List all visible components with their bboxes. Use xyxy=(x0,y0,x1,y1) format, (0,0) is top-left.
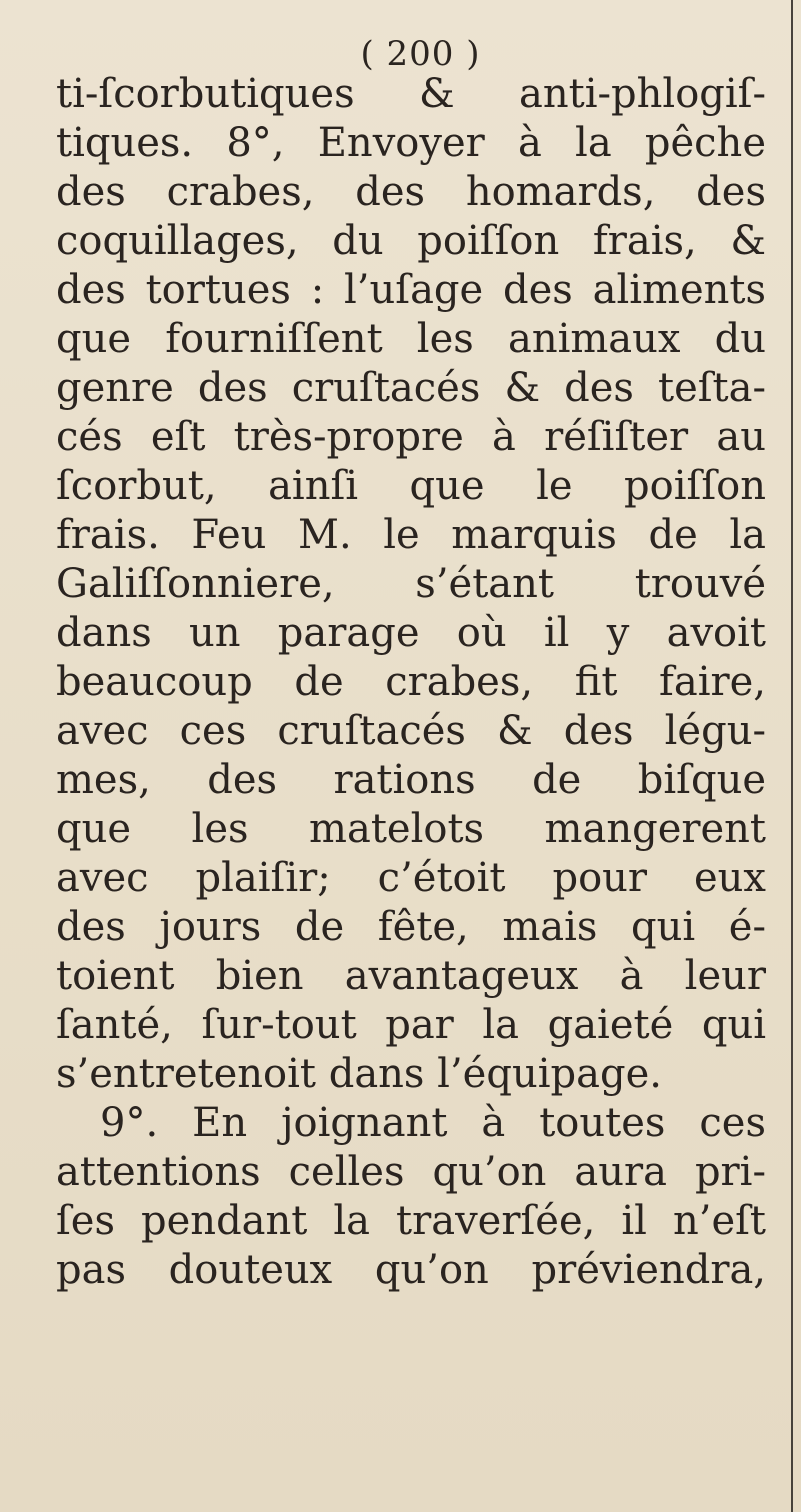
page-number: ( 200 ) xyxy=(360,34,481,74)
text-line: frais. Feu M. le marquis de la xyxy=(56,512,766,558)
text-line: Galiſſonniere, s’étant trouvé xyxy=(56,561,766,607)
text-line: toient bien avantageux à leur xyxy=(56,953,766,999)
body-text xyxy=(56,70,766,1295)
page-edge-divider xyxy=(791,0,793,1512)
text-line: mes, des rations de biſque xyxy=(56,757,766,803)
text-line: pas douteux qu’on préviendra, xyxy=(56,1247,766,1293)
text-line: attentions celles qu’on aura pri- xyxy=(56,1149,766,1195)
text-line: que les matelots mangerent xyxy=(56,806,766,852)
text-line: des jours de fête, mais qui é- xyxy=(56,904,766,950)
text-line: tiques. 8°, Envoyer à la pêche xyxy=(56,120,766,166)
text-line: coquillages, du poiſſon frais, & xyxy=(56,218,766,264)
text-line: ſes pendant la traverſée, il n’eſt xyxy=(56,1198,766,1244)
text-line: avec plaiſir; c’étoit pour eux xyxy=(56,855,766,901)
text-line: des tortues : l’uſage des aliments xyxy=(56,267,766,313)
text-line: ſanté, ſur-tout par la gaieté qui xyxy=(56,1002,766,1048)
text-line: ti-ſcorbutiques & anti-phlogiſ- xyxy=(56,71,766,117)
text-line: ſcorbut, ainſi que le poiſſon xyxy=(56,463,766,509)
text-line: dans un parage où il y avoit xyxy=(56,610,766,656)
paragraph-end-line: s’entretenoit dans l’équipage. xyxy=(56,1051,662,1097)
text-line: beaucoup de crabes, fit faire, xyxy=(56,659,766,705)
text-line: des crabes, des homards, des xyxy=(56,169,766,215)
paragraph-start-line: 9°. En joignant à toutes ces xyxy=(100,1100,766,1146)
text-line: avec ces cruſtacés & des légu- xyxy=(56,708,766,754)
text-line: cés eſt très-propre à réſiſter au xyxy=(56,414,766,460)
text-line: que fourniſſent les animaux du xyxy=(56,316,766,362)
text-line: genre des cruſtacés & des teſta- xyxy=(56,365,766,411)
